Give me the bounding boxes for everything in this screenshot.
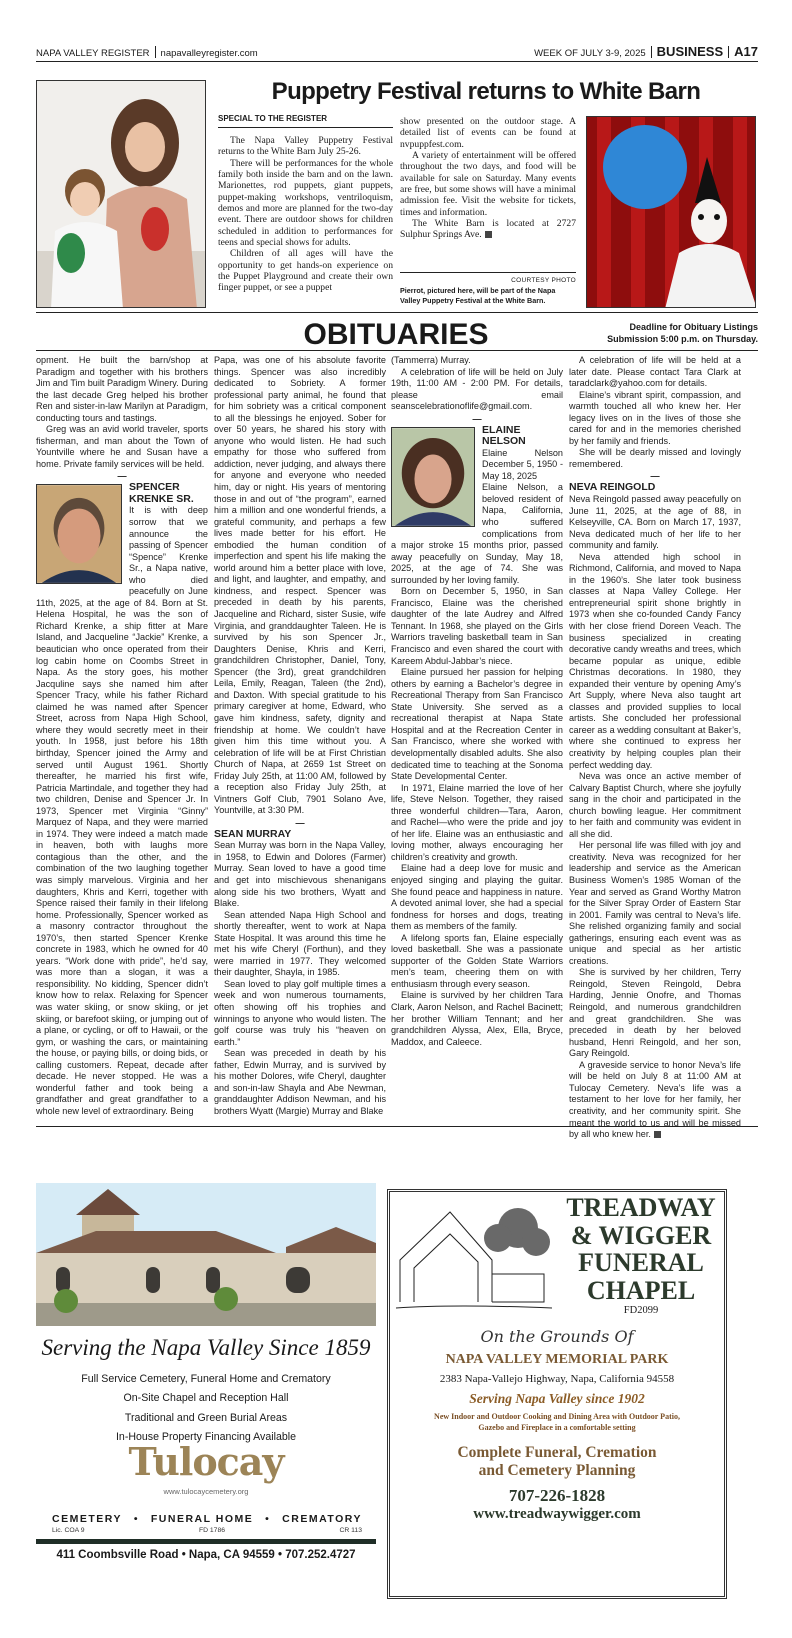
deadline-line: Deadline for Obituary Listings	[629, 322, 758, 332]
tulocay-logo: Tulocay	[128, 1439, 284, 1484]
treadway-name	[558, 1194, 724, 1304]
category-label: CREMATORY	[282, 1513, 362, 1525]
tulocay-building-photo	[36, 1183, 376, 1326]
name-line: TREADWAY	[566, 1193, 716, 1222]
obituary-paragraph: opment. He built the barn/shop at Paradigm and together with his brothers Jim and Tim built Paradigm Winery. During the last decade Greg helped his brother Ren and sister-in-law Marilyn at Paradigm, conducting tours and tastings.	[36, 355, 208, 423]
treadway-website-link[interactable]: www.treadwaywigger.com	[473, 1506, 641, 1522]
issue-week: WEEK OF JULY 3-9, 2025	[534, 48, 646, 59]
feature-photo-mother-child-puppets	[36, 80, 206, 308]
amenities-line: New Indoor and Outdoor Cooking and Dining Area with Outdoor Patio,	[434, 1412, 680, 1421]
treadway-park: NAPA VALLEY MEMORIAL PARK	[445, 1352, 669, 1367]
license-number: CR 113	[339, 1527, 362, 1534]
name-line: FUNERAL	[578, 1248, 704, 1277]
obituary-deadline	[586, 321, 758, 345]
obituary-name: ELAINE NELSON	[482, 423, 526, 448]
obituary-paragraph: Born on December 5, 1950, in San Francisco, Elaine was the cherished daughter of the late Audrey and Alfred Tennant. In 1968, she played on the Girls Warriors traveling basketball team in San Francisco and even shared the court with Kareem Abdul-Jabbar’s niece.	[391, 586, 563, 666]
feature-paragraph	[400, 218, 576, 241]
obituary-paragraph: Sean loved to play golf multiple times a week and won numerous tournaments, often showing off his trophies and winnings to anyone who would listen. The golf course was truly his “heaven on earth.”	[214, 978, 386, 1047]
obituary-paragraph-continued: Papa, was one of his absolute favorite things. Spencer was also incredibly dedicated to Sobriety. A former professional party animal, he found that for him sobriety was a critical component to all the blessings he enjoyed. Sober for over 50 years, he shared his story with anyone who would listen. He had such empathy for those who suffered from addiction, never judging, and always there for anyone and everyone who needed him, day or night. His years of mentoring those in and out of “the program”, earned him a million and one wonderful friends, a grateful community, and perhaps a few lives made better for his effort. He embodied the human condition of imperfection and spent his life making the world around him a better place with love, and light, and laughter, and empathy, and kindness, and respect. Spencer was preceded in death by his parents, Jacqueline and Richard, sister Susie, wife Virginia, and granddaughter Taleen. He is survived by his son Spencer Jr., Daughters Denise, Khris and Kerri, grandchildren Christopher, Daniel, Tony, Spencer (the 3rd), great grandchildren Leila, Emily, Reagan, Taleen (the 2nd), and Daxton. With special gratitude to his primary caregiver at home, Edward, who gave him kindness, safety, dignity and friendship at home. We couldn’t have given him this time without you. A celebration of life will be at First Christian Church of Napa, at 2659 1st Street on Friday July 25th, at 11:00 AM, followed by a reception also Friday July 25th, at Vintners Golf Club, 7901 Solano Ave, Yountville, at 3:30 PM.	[214, 355, 386, 816]
obituary-divider: —	[295, 817, 305, 828]
obituary-paragraph: A lifelong sports fan, Elaine especially loved basketball. She was a passionate supporter of the Golden State Warriors men’s team, cheering them on with enthusiasm through every season.	[391, 932, 563, 989]
treadway-wigger-advertisement[interactable]	[387, 1189, 727, 1599]
obituary-paragraph: Greg was an avid world traveler, sports fisherman, and man about the Town of Yountville where he and Susan have a home. Private family services will be held.	[36, 424, 208, 469]
obituary-paragraph-text: A graveside service to honor Neva’s life will be held on July 8 at 11:00 AM at Tulocay Cemetery. Neva’s life was a testament to her love for her family, her creativity, and her community spirit. She meant the world to us and will be missed by all who knew her.	[569, 1059, 741, 1140]
feature-column-2	[400, 116, 576, 241]
obituary-name: SPENCER KRENKE SR.	[129, 481, 194, 505]
obituary-paragraph-continued: (Tammerra) Murray.	[391, 355, 471, 365]
obituary-divider: —	[472, 413, 482, 424]
photo-illustration	[587, 117, 756, 308]
service-item: On-Site Chapel and Reception Hall	[123, 1392, 289, 1405]
obituary-paragraph: A celebration of life will be held at a later date. Please contact Tara Clark at taradclark@yahoo.com for details.	[569, 355, 741, 389]
section-name: BUSINESS	[656, 44, 724, 59]
service-item: Traditional and Green Burial Areas	[124, 1411, 288, 1424]
section-divider	[36, 1126, 758, 1127]
portrait-elaine-nelson	[391, 427, 475, 527]
feature-paragraph: show presented on the outdoor stage. A detailed list of events can be found at nvpuppfest.com.	[400, 116, 576, 150]
obituary-name: SEAN MURRAY	[214, 827, 292, 840]
planning-line: and Cemetery Planning	[478, 1462, 636, 1479]
obituary-paragraph: Sean attended Napa High School and shortly thereafter, went to work at Napa State Hospital. It was around this time he met his wife Cheryl (Forthun), and they were married in 1977. They welcomed their daughter, Shayla, in 1985.	[214, 909, 386, 978]
treadway-phone-link[interactable]: 707-226-1828	[508, 1486, 606, 1505]
caption-rule	[400, 272, 576, 273]
obituary-paragraph: She is survived by her children, Terry Reingold, Steven Reingold, Debra Harding, Jennie Onofre, and Thomas Reingold, and numerous grandchildren and great grandchildren. She was preceded in death by her beloved husband, Henri Reingold, and her son, Gary Reingold.	[569, 967, 741, 1059]
feature-column-1	[218, 135, 393, 294]
obituary-column-1	[36, 355, 208, 1123]
category-label: FUNERAL HOME	[150, 1513, 254, 1525]
category-label: CEMETERY	[52, 1513, 122, 1525]
treadway-grounds: On the Grounds Of	[480, 1327, 634, 1346]
feature-kicker: SPECIAL TO THE REGISTER	[218, 114, 393, 128]
treadway-amenities	[400, 1411, 714, 1433]
obituary-paragraph: Neva Reingold passed away peacefully on June 11, 2025, at the age of 88, in Kelseyville, CA. Born on March 17, 1937, Neva dedicated much of her life to her community and family.	[569, 493, 741, 551]
feature-paragraph: Children of all ages will have the opportunity to get hands-on experience on the Puppet Playground and create their own finger puppet, or see a puppet	[218, 248, 393, 294]
folio-right	[534, 44, 758, 61]
obituary-paragraph: Elaine had a deep love for music and enjoyed singing and playing the guitar. She found peace and happiness in nature. A devoted animal lover, she had a special fondness for horses and dogs, treating them as members of the family.	[391, 863, 563, 932]
obituary-column-2	[214, 355, 386, 1123]
tulocay-advertisement[interactable]	[36, 1183, 376, 1599]
treadway-license: FD2099	[623, 1305, 659, 1316]
section-divider	[36, 350, 758, 351]
obituary-divider: —	[117, 471, 127, 482]
feature-paragraph: A variety of entertainment will be offered throughout the two days, and food will be available for sale on Saturday. Many events are free, but some shows will have a minimal admission fee. Visit the website for tickets, times and information.	[400, 150, 576, 218]
feature-paragraph: The Napa Valley Puppetry Festival returns to the White Barn July 25-26.	[218, 135, 393, 158]
feature-paragraph: There will be performances for the whole family both inside the barn and on the lawn. Marionettes, rod puppets, giant puppets, puppet-making workshops, ventriloquism, demos and more are planned for the two-day event. There are outdoor shows for children scheduled in addition to performances for teens and special shows for adults.	[218, 157, 393, 249]
folio-separator	[728, 46, 729, 58]
obituary-paragraph: Sean was preceded in death by his father, Edwin Murray, and is survived by his mother Dolores, wife Cheryl, daughter and son-in-law Shayla and Abe Newman, granddaughter Addison Newman, and his brothers Wyatt (Margie) Murray and Blake	[214, 1048, 386, 1116]
obituaries-title: OBITUARIES	[303, 318, 489, 351]
treadway-planning	[390, 1444, 724, 1480]
license-number: Lic. COA 9	[52, 1527, 85, 1534]
obituary-paragraph: In 1971, Elaine married the love of her life, Steve Nelson. Together, they raised three wonderful children—Tara, Aaron, and Rachel—who were the pride and joy of her life. Elaine was an enthusiastic and loving mother, always encouraging her children’s creativity and growth.	[391, 782, 563, 862]
end-mark-icon	[485, 231, 492, 238]
tulocay-services	[36, 1370, 376, 1447]
tulocay-address: 411 Coombsville Road • Napa, CA 94559 • 707.252.4727	[56, 1549, 356, 1561]
obituary-paragraph: Neva attended high school in Richmond, California, and moved to Napa in the 1960’s. She later took business classes at Napa Valley College. Her entrepreneurial spirit shone brightly in 1973 when she co-founded Candy Fancy with her close friend Doreen Veach. The business specialized in creating decorative candy wreaths and trees, which became popular as unique, edible Christmas decorations. In 1980, they expanded their venture by opening Amy’s Art Supply, where Neva also taught art classes and provided supplies to local artists. She concluded her professional career as a wedding consultant at Baker’s, where she continued to express her creativity by helping couples plan their perfect wedding day.	[569, 551, 741, 770]
obituary-divider: —	[650, 471, 660, 482]
service-item: Full Service Cemetery, Funeral Home and Crematory	[81, 1373, 331, 1385]
obituary-paragraph: A celebration of life will be held on July 19th, 11:00 AM - 2:00 PM. For details, please email seanscelebrationoflife@gmail.com.	[391, 366, 563, 412]
paper-name: NAPA VALLEY REGISTER	[36, 48, 150, 59]
obituary-dates: Elaine Nelson December 5, 1950 - May 18, 2025	[482, 447, 563, 481]
tulocay-slogan: Serving the Napa Valley Since 1859	[41, 1335, 371, 1360]
license-number: FD 1786	[198, 1527, 226, 1534]
bullet-icon: •	[265, 1513, 271, 1525]
feature-headline: Puppetry Festival returns to White Barn	[271, 78, 701, 105]
obituary-paragraph: It is with deep sorrow that we announce the passing of Spencer “Spence” Krenke Sr., a Napa native, who died peacefully on June 11th, 2025, at the age of 84. Born at St. Helena Hospital, he was the son of Richard Krenke, a ship fitter at Mare Island, and Jacqueline “Jackie” Krenke, a beautician who once operated from their log cabin home on Coombs Street in Napa. As the story goes, his mother Jacquline says she named him after Spencer Tracy, while his father Richard claimed he was named after Spencer Street, across from Napa High School, where they would secretly meet in their youth. In 1958, just before his 18th birthday, Spencer joined the Army and served until August 1961. Shortly thereafter, he married his first wife, Patricia Martindale, and together they had two children, Denise and Spencer Jr. In 1973, Spencer met Virginia “Ginny” Marquez of Napa, and they were married in 1974. They were indeed a match made in heaven, both with laughs more contagious than the other, and the combination of the two laughing together was simply marvelous. Virginia and her daughters, Khris and Kerri, together with Spence raised their family in their lifelong home. Professionally, Spencer worked as a masonry contractor throughout the 1970’s, then started Spencer Krenke concrete in 1983, which he owned for 40 years. “Work done with pride”, he’d say, was more than a slogan, it was a responsibility. No kidding, Spencer didn’t know how to relax. Relaxing for Spencer was water skiing, or snow skiing, or jet skiing, or barefoot skiing, or jumping out of a plane, or cycling, or off to Hawaii, or the gym, or washing the cars, or maintaining the house, or paying bills, or doing bids, or calling customers. Repeat, decade after decade. He never stopped. He was a wonderful father and took being a grandfather and great grandfather to a whole new level of extraordinary. Being	[36, 505, 208, 1116]
obituary-paragraph: Elaine pursued her passion for helping others by earning a Bachelor’s degree in Recreational Therapy from San Francisco State University. She served as a recreational therapist at Napa State Hospital and at the Recreation Center in San Francisco, where she worked with developmentally disabled adults. She also dedicated time to teaching at the Sonoma State Developmental Center.	[391, 667, 563, 782]
photo-illustration	[36, 1183, 376, 1326]
service-item: In-House Property Financing Available	[115, 1430, 296, 1443]
obituary-paragraph	[569, 1060, 741, 1141]
obituary-name: NEVA REINGOLD	[569, 481, 656, 494]
folio-left	[36, 46, 258, 61]
obituary-paragraph: Elaine’s vibrant spirit, compassion, and warmth touched all who knew her. Her legacy lives on in the lives of those she cared for and in the memories cherished by her family and friends.	[569, 389, 741, 446]
paper-site-link[interactable]: napavalleyregister.com	[160, 48, 258, 59]
tulocay-categories	[52, 1513, 362, 1525]
photo-illustration	[37, 81, 206, 308]
treadway-since: Serving Napa Valley since 1902	[469, 1391, 645, 1406]
obituary-paragraph: Elaine Nelson, a beloved resident of Napa, California, who suffered complications from a major stroke 15 months prior, passed away peacefully on Sunday, May 18, 2025, at the age of 74. She was surrounded by her loving family.	[391, 482, 563, 585]
deadline-line: Submission 5:00 p.m. on Thursday.	[607, 334, 758, 344]
section-divider	[36, 312, 758, 313]
end-mark-icon	[654, 1131, 661, 1138]
photo-credit: COURTESY PHOTO	[511, 277, 576, 284]
obituary-paragraph: Sean Murray was born in the Napa Valley, in 1958, to Edwin and Dolores (Farmer) Murray. Sean loved to have a good time and get into mischievous shenanigans along side his two brothers, Wyatt and Blake.	[214, 840, 386, 909]
name-line: & WIGGER	[570, 1220, 712, 1250]
treadway-address: 2383 Napa-Vallejo Highway, Napa, California 94558	[439, 1373, 675, 1385]
folio-separator	[651, 46, 652, 58]
photo-caption: Pierrot, pictured here, will be part of the Napa Valley Puppetry Festival at the White Barn.	[400, 286, 556, 305]
chapel-sketch-illustration	[394, 1198, 554, 1314]
obituary-paragraph: Neva was once an active member of Calvary Baptist Church, where she joyfully sang in the choir and participated in the church bowling league. Her commitment to her faith and community was evident in all she did.	[569, 771, 741, 839]
obituary-column-3	[391, 355, 563, 1123]
page-number: A17	[734, 44, 758, 59]
tulocay-website-link[interactable]: www.tulocaycemetery.org	[163, 1487, 249, 1496]
planning-line: Complete Funeral, Cremation	[457, 1444, 657, 1461]
tulocay-licenses	[52, 1527, 362, 1534]
obituary-paragraph: Her personal life was filled with joy and creativity. Neva was recognized for her leadership and service as the American Business Women’s 1985 Woman of the Year and served as Grand Worthy Matron for the Silver Spray Order of Eastern Star in 2001. Family was central to Neva’s life. She relished organizing family and social gatherings, ensuring each event was as unique and special as her artistic creations.	[569, 840, 741, 966]
feature-photo-pierrot	[586, 116, 756, 308]
name-line: CHAPEL	[586, 1275, 696, 1305]
folio-separator	[155, 46, 156, 58]
feature-paragraph-text: The White Barn is located at 2727 Sulphur Springs Ave.	[400, 218, 576, 241]
obituary-paragraph: She will be dearly missed and lovingly remembered.	[569, 447, 741, 469]
page-folio	[36, 46, 758, 62]
obituary-column-4	[569, 355, 741, 1140]
obituary-paragraph: Elaine is survived by her children Tara Clark, Aaron Nelson, and Rachel Bacinett; her brother William Tennant; and her grandchildren Alyssa, Alex, Ella, Bryce, Maddox, and Caleece.	[391, 990, 563, 1047]
bullet-icon: •	[133, 1513, 139, 1525]
amenities-line: Gazebo and Fireplace in a comfortable setting	[478, 1423, 636, 1432]
portrait-spencer-krenke	[36, 484, 122, 584]
tulocay-accent-bar	[36, 1539, 376, 1544]
